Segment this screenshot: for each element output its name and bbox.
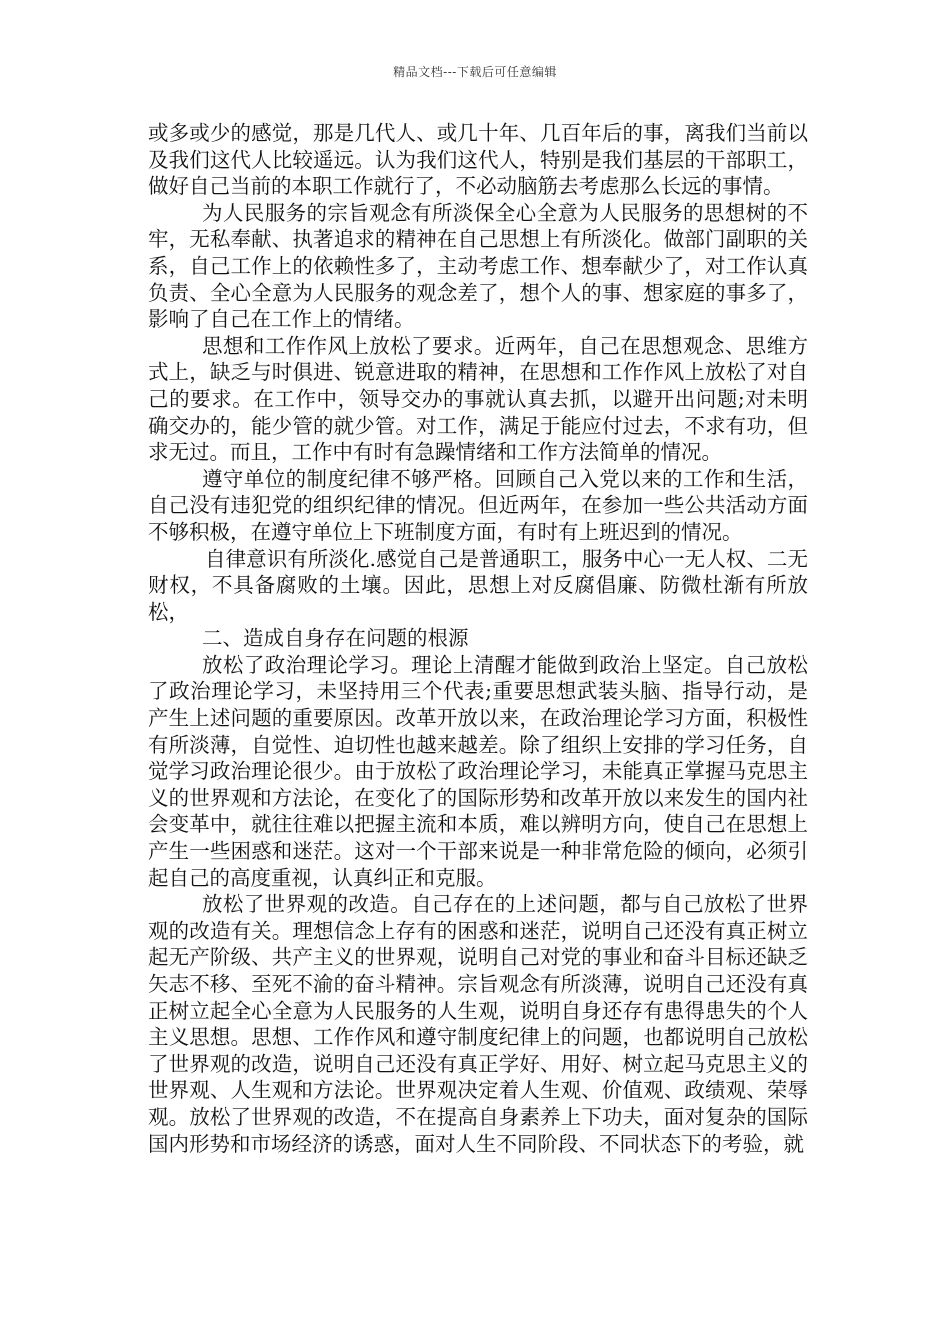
paragraph-3: 思想和工作作风上放松了要求。近两年，自己在思想观念、思维方式上，缺乏与时俱进、锐意进取的精神，在思想和工作作风上放松了对自己的要求。在工作中，领导交办的事就认真去抓，以避开出问题;对未明确交办的，能少管的就少管。对工作，满足于能应付过去，不求有功，但求无过。而且，工作中有时有急躁情绪和工作方法简单的情况。 — [148, 333, 808, 465]
paragraph-4: 遵守单位的制度纪律不够严格。回顾自己入党以来的工作和生活，自己没有违犯党的组织纪律的情况。但近两年，在参加一些公共活动方面不够积极，在遵守单位上下班制度方面，有时有上班迟到的情况。 — [148, 466, 808, 544]
paragraph-5: 自律意识有所淡化.感觉自己是普通职工，服务中心一无人权、二无财权，不具备腐败的土壤。因此，思想上对反腐倡廉、防微杜渐有所放松， — [148, 546, 808, 624]
document-body — [148, 120, 808, 1157]
page-header: 精品文档---下载后可任意编辑 — [393, 65, 557, 79]
section-heading: 二、造成自身存在问题的根源 — [202, 626, 469, 651]
paragraph-2: 为人民服务的宗旨观念有所淡保全心全意为人民服务的思想树的不牢，无私奉献、执著追求的精神在自己思想上有所淡化。做部门副职的关系，自己工作上的依赖性多了，主动考虑工作、想奉献少了，对工作认真负责、全心全意为人民服务的观念差了，想个人的事、想家庭的事多了，影响了自己在工作上的情绪。 — [148, 200, 808, 332]
paragraph-1: 或多或少的感觉，那是几代人、或几十年、几百年后的事，离我们当前以及我们这代人比较遥远。认为我们这代人，特别是我们基层的干部职工，做好自己当前的本职工作就行了，不必动脑筋去考虑那么长远的事情。 — [148, 121, 808, 199]
paragraph-7: 放松了世界观的改造。自己存在的上述问题，都与自己放松了世界观的改造有关。理想信念上存有的困惑和迷茫，说明自己还没有真正树立起无产阶级、共产主义的世界观，说明自己对党的事业和奋斗目标还缺乏矢志不移、至死不渝的奋斗精神。宗旨观念有所淡薄，说明自己还没有真正树立起全心全意为人民服务的人生观，说明自身还存有患得患失的个人主义思想。思想、工作作风和遵守制度纪律上的问题，也都说明自己放松了世界观的改造，说明自己还没有真正学好、用好、树立起马克思主义的世界观、人生观和方法论。世界观决定着人生观、价值观、政绩观、荣辱观。放松了世界观的改造，不在提高自身素养上下功夫，面对复杂的国际国内形势和市场经济的诱惑，面对人生不同阶段、不同状态下的考验，就 — [148, 892, 808, 1156]
paragraph-6: 放松了政治理论学习。理论上清醒才能做到政治上坚定。自己放松了政治理论学习，未坚持用三个代表;重要思想武装头脑、指导行动，是产生上述问题的重要原因。改革开放以来，在政治理论学习方面，积极性有所淡薄，自觉性、迫切性也越来越差。除了组织上安排的学习任务，自觉学习政治理论很少。由于放松了政治理论学习，未能真正掌握马克思主义的世界观和方法论，在变化了的国际形势和改革开放以来发生的国内社会变革中，就往往难以把握主流和本质，难以辨明方向，使自己在思想上产生一些困惑和迷茫。这对一个干部来说是一种非常危险的倾向，必须引起自己的高度重视，认真纠正和克服。 — [148, 652, 808, 890]
